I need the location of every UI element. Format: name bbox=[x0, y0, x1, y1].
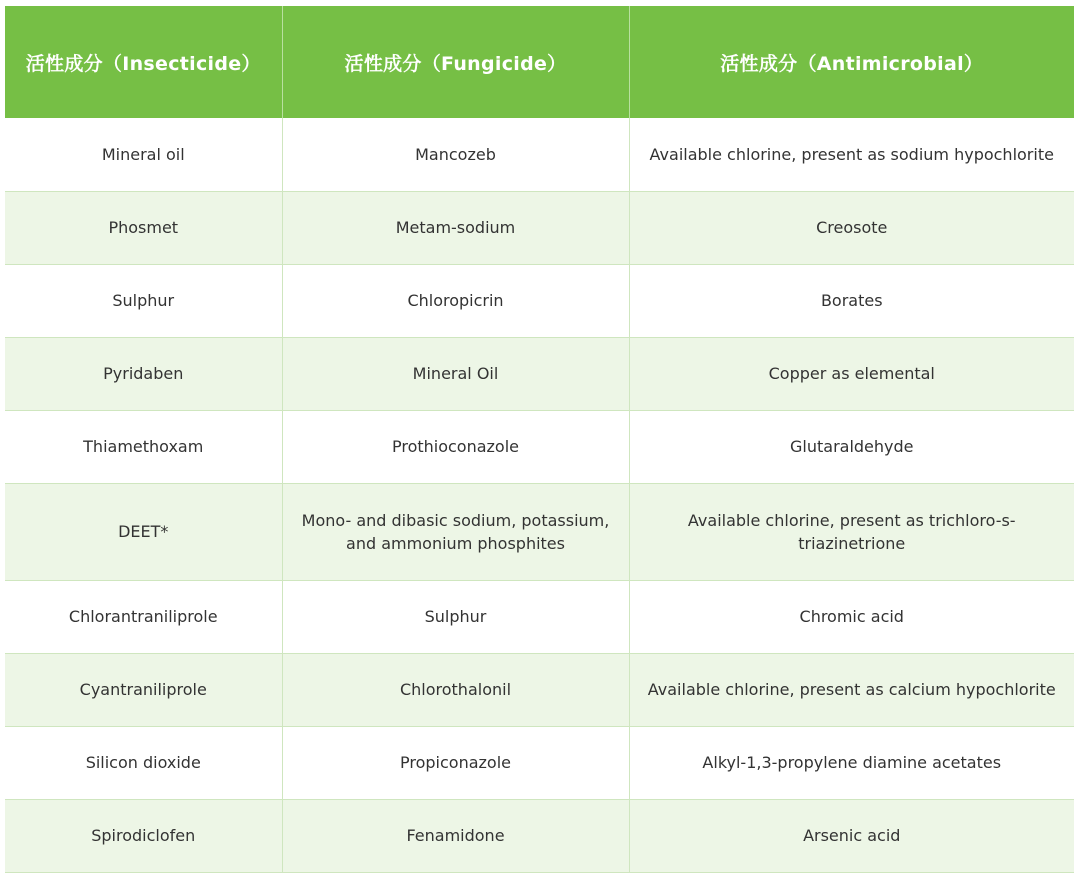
fungicide-cell: Chloropicrin bbox=[282, 264, 629, 337]
antimicrobial-cell: Glutaraldehyde bbox=[629, 410, 1074, 483]
table-row bbox=[5, 118, 1074, 191]
column-header-antimicrobial: 活性成分（Antimicrobial） bbox=[629, 6, 1074, 118]
fungicide-cell: Chlorothalonil bbox=[282, 653, 629, 726]
column-header-fungicide: 活性成分（Fungicide） bbox=[282, 6, 629, 118]
insecticide-cell: Cyantraniliprole bbox=[5, 653, 282, 726]
fungicide-cell: Mono- and dibasic sodium, potassium, and ammonium phosphites bbox=[282, 483, 629, 580]
insecticide-cell: Chlorantraniliprole bbox=[5, 580, 282, 653]
table-row bbox=[5, 483, 1074, 580]
table-row bbox=[5, 653, 1074, 726]
table-row bbox=[5, 264, 1074, 337]
active-ingredients-table bbox=[5, 6, 1074, 873]
fungicide-cell: Propiconazole bbox=[282, 726, 629, 799]
fungicide-cell: Sulphur bbox=[282, 580, 629, 653]
antimicrobial-cell: Available chlorine, present as sodium hypochlorite bbox=[629, 118, 1074, 191]
antimicrobial-cell: Arsenic acid bbox=[629, 799, 1074, 872]
antimicrobial-cell: Alkyl-1,3-propylene diamine acetates bbox=[629, 726, 1074, 799]
fungicide-cell: Fenamidone bbox=[282, 799, 629, 872]
antimicrobial-cell: Available chlorine, present as trichloro-s-triazinetrione bbox=[629, 483, 1074, 580]
fungicide-cell: Mineral Oil bbox=[282, 337, 629, 410]
antimicrobial-cell: Creosote bbox=[629, 191, 1074, 264]
insecticide-cell: Silicon dioxide bbox=[5, 726, 282, 799]
active-ingredients-table-container bbox=[5, 6, 1074, 878]
table-row bbox=[5, 799, 1074, 872]
insecticide-cell: Pyridaben bbox=[5, 337, 282, 410]
antimicrobial-cell: Chromic acid bbox=[629, 580, 1074, 653]
table-row bbox=[5, 580, 1074, 653]
antimicrobial-cell: Copper as elemental bbox=[629, 337, 1074, 410]
fungicide-cell: Metam-sodium bbox=[282, 191, 629, 264]
insecticide-cell: Mineral oil bbox=[5, 118, 282, 191]
table-row bbox=[5, 191, 1074, 264]
antimicrobial-cell: Borates bbox=[629, 264, 1074, 337]
insecticide-cell: DEET* bbox=[5, 483, 282, 580]
insecticide-cell: Thiamethoxam bbox=[5, 410, 282, 483]
table-row bbox=[5, 410, 1074, 483]
insecticide-cell: Spirodiclofen bbox=[5, 799, 282, 872]
fungicide-cell: Prothioconazole bbox=[282, 410, 629, 483]
column-header-insecticide: 活性成分（Insecticide） bbox=[5, 6, 282, 118]
table-header-row bbox=[5, 6, 1074, 118]
table-row bbox=[5, 337, 1074, 410]
fungicide-cell: Mancozeb bbox=[282, 118, 629, 191]
insecticide-cell: Phosmet bbox=[5, 191, 282, 264]
insecticide-cell: Sulphur bbox=[5, 264, 282, 337]
antimicrobial-cell: Available chlorine, present as calcium hypochlorite bbox=[629, 653, 1074, 726]
table-row bbox=[5, 726, 1074, 799]
